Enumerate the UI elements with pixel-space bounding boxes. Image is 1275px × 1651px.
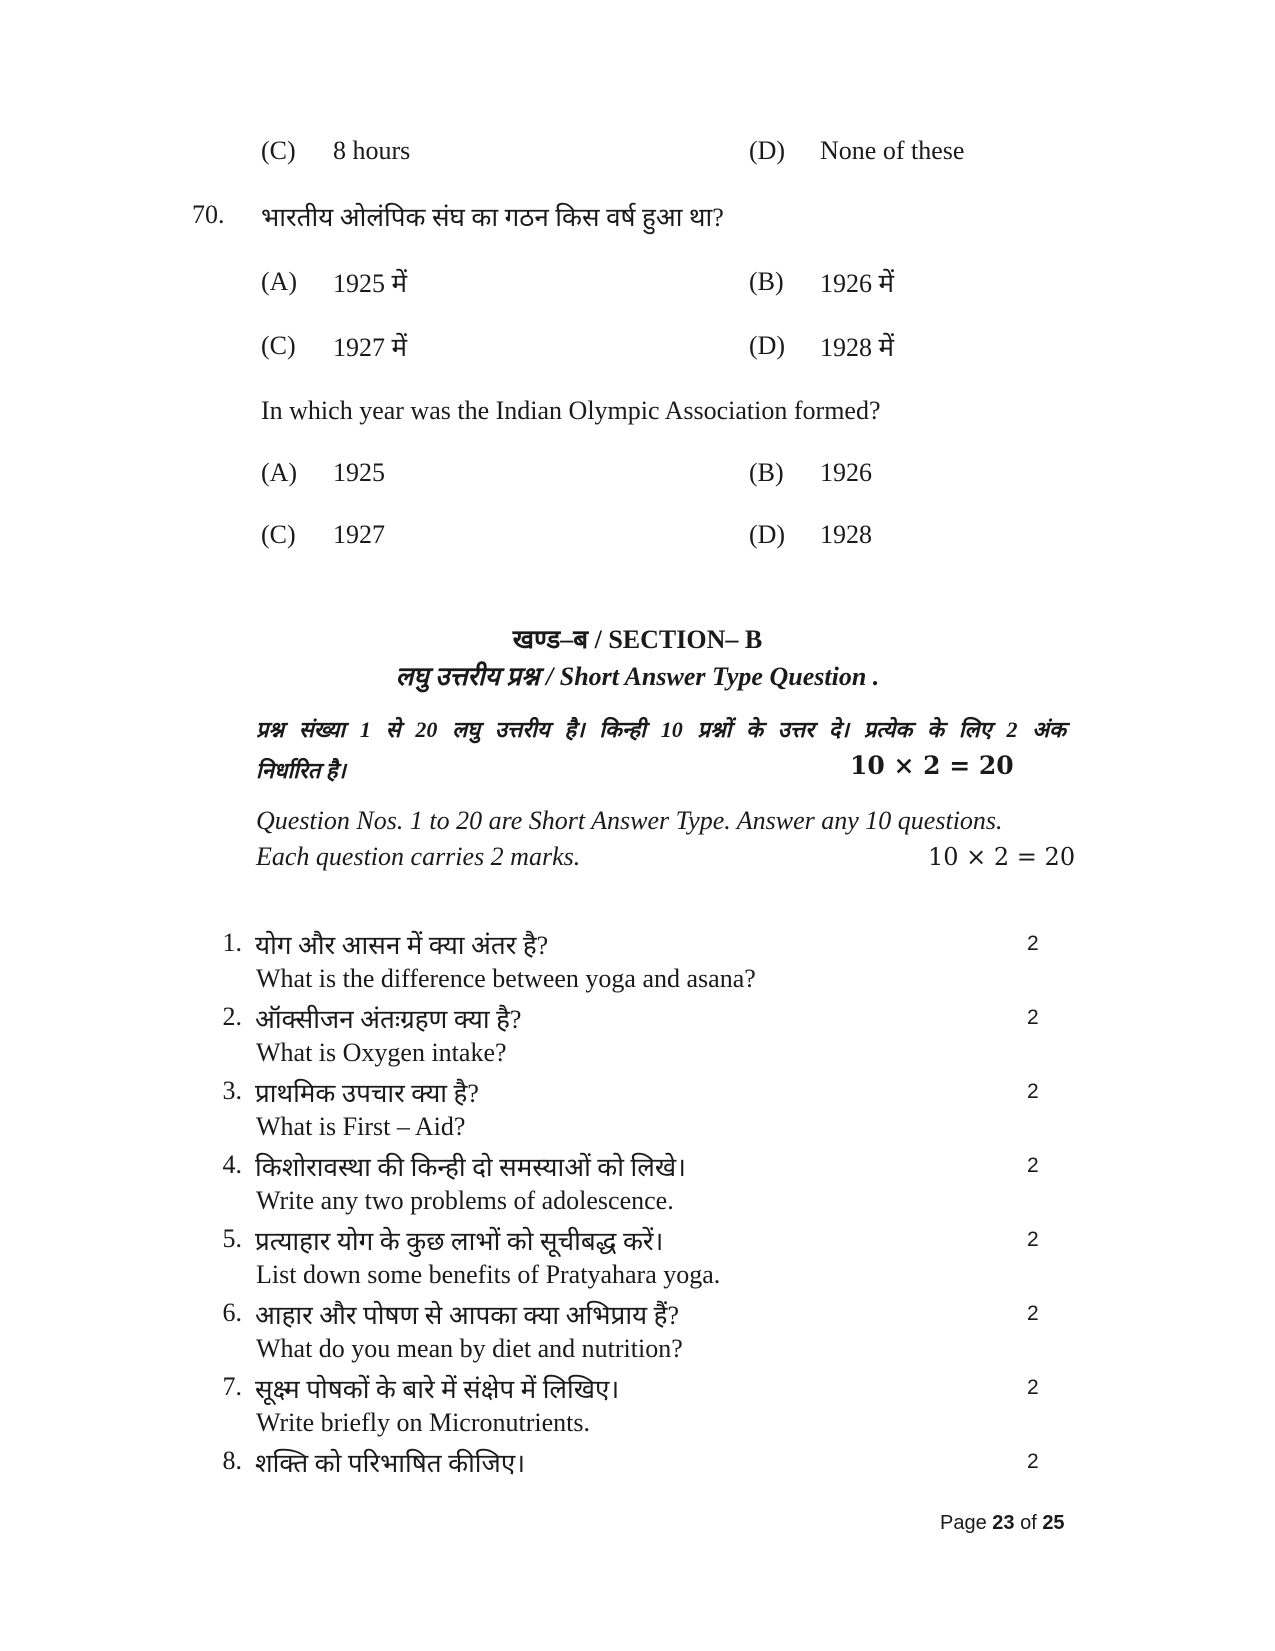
instruction-english-cont: Each question carries 2 marks. — [256, 842, 581, 871]
question-text-english: What do you mean by diet and nutrition? — [256, 1334, 683, 1363]
question-text-english: Write any two problems of adolescence. — [256, 1186, 674, 1215]
question-marks: 2 — [1027, 1450, 1039, 1473]
option-letter: (C) — [261, 520, 296, 549]
instruction-hindi-cont: निर्धारित है। — [256, 758, 346, 783]
question-number: 4. — [222, 1150, 242, 1179]
option-letter: (C) — [261, 331, 296, 360]
option-letter: (B) — [749, 458, 784, 487]
question-text-english: What is First – Aid? — [256, 1112, 466, 1141]
option-text: None of these — [820, 136, 965, 165]
option-text: 1928 में — [820, 333, 895, 362]
option-text: 1925 — [333, 458, 385, 487]
option-letter: (D) — [749, 331, 786, 360]
page-prefix: Page — [940, 1512, 993, 1534]
question-marks: 2 — [1027, 1376, 1039, 1399]
option-text: 1926 — [820, 458, 872, 487]
page-number — [940, 1512, 1065, 1535]
question-text-english: What is Oxygen intake? — [256, 1038, 507, 1067]
option-letter: (B) — [749, 267, 784, 296]
option-text: 1928 — [820, 520, 872, 549]
question-number: 8. — [222, 1446, 242, 1475]
marks-english: 10 × 2 = 20 — [928, 843, 1076, 871]
option-letter: (D) — [749, 136, 786, 165]
question-number: 5. — [222, 1224, 242, 1253]
question-text-hindi: सूक्ष्म पोषकों के बारे में संक्षेप में लिखिए। — [255, 1375, 620, 1404]
option-text: 1926 में — [820, 269, 895, 298]
question-marks: 2 — [1027, 1154, 1039, 1177]
question-marks: 2 — [1027, 1302, 1039, 1325]
option-letter: (C) — [261, 136, 296, 165]
marks-hindi: 10 × 2 = 20 — [850, 751, 1014, 780]
question-marks: 2 — [1027, 1080, 1039, 1103]
question-number: 6. — [222, 1298, 242, 1327]
question-text-hindi: शक्ति को परिभाषित कीजिए। — [255, 1449, 526, 1478]
option-letter: (D) — [749, 520, 786, 549]
question-text-english: Write briefly on Micronutrients. — [256, 1408, 590, 1437]
question-text-hindi: प्रत्याहार योग के कुछ लाभों को सूचीबद्ध करें। — [255, 1227, 664, 1256]
option-text: 1925 में — [333, 269, 408, 298]
section-subtitle: लघु उत्तरीय प्रश्न / Short Answer Type Question . — [395, 662, 880, 691]
page-current: 23 — [992, 1512, 1015, 1534]
section-title: खण्ड–ब / SECTION– B — [512, 625, 763, 654]
instruction-hindi: प्रश्न संख्या 1 से 20 लघु उत्तरीय है। किन्ही 10 प्रश्नों के उत्तर दे। प्रत्येक के लिए 2 अंक — [256, 717, 1066, 742]
question-marks: 2 — [1027, 1006, 1039, 1029]
option-letter: (A) — [261, 458, 298, 487]
question-text-english: In which year was the Indian Olympic Association formed? — [261, 396, 881, 425]
question-text-hindi: ऑक्सीजन अंतःग्रहण क्या है? — [255, 1005, 522, 1034]
question-number: 2. — [222, 1002, 242, 1031]
question-text-english: What is the difference between yoga and asana? — [256, 964, 756, 993]
question-number: 7. — [222, 1372, 242, 1401]
instruction-english: Question Nos. 1 to 20 are Short Answer Type. Answer any 10 questions. — [256, 806, 1003, 835]
question-marks: 2 — [1027, 1228, 1039, 1251]
question-text-hindi: भारतीय ओलंपिक संघ का गठन किस वर्ष हुआ था? — [261, 203, 724, 232]
question-text-hindi: प्राथमिक उपचार क्या है? — [255, 1079, 479, 1108]
page-total: 25 — [1042, 1512, 1065, 1534]
question-text-hindi: योग और आसन में क्या अंतर है? — [255, 931, 549, 960]
question-text-hindi: किशोरावस्था की किन्ही दो समस्याओं को लिखे। — [255, 1153, 686, 1182]
page-of: of — [1014, 1512, 1043, 1534]
question-text-english: List down some benefits of Pratyahara yoga. — [256, 1260, 721, 1289]
question-number: 1. — [222, 928, 242, 957]
option-text: 8 hours — [333, 136, 411, 165]
option-text: 1927 में — [333, 333, 408, 362]
question-number: 70. — [192, 200, 225, 229]
question-number: 3. — [222, 1076, 242, 1105]
option-letter: (A) — [261, 267, 298, 296]
option-text: 1927 — [333, 520, 385, 549]
question-text-hindi: आहार और पोषण से आपका क्या अभिप्राय हैं? — [255, 1301, 679, 1330]
question-marks: 2 — [1027, 932, 1039, 955]
